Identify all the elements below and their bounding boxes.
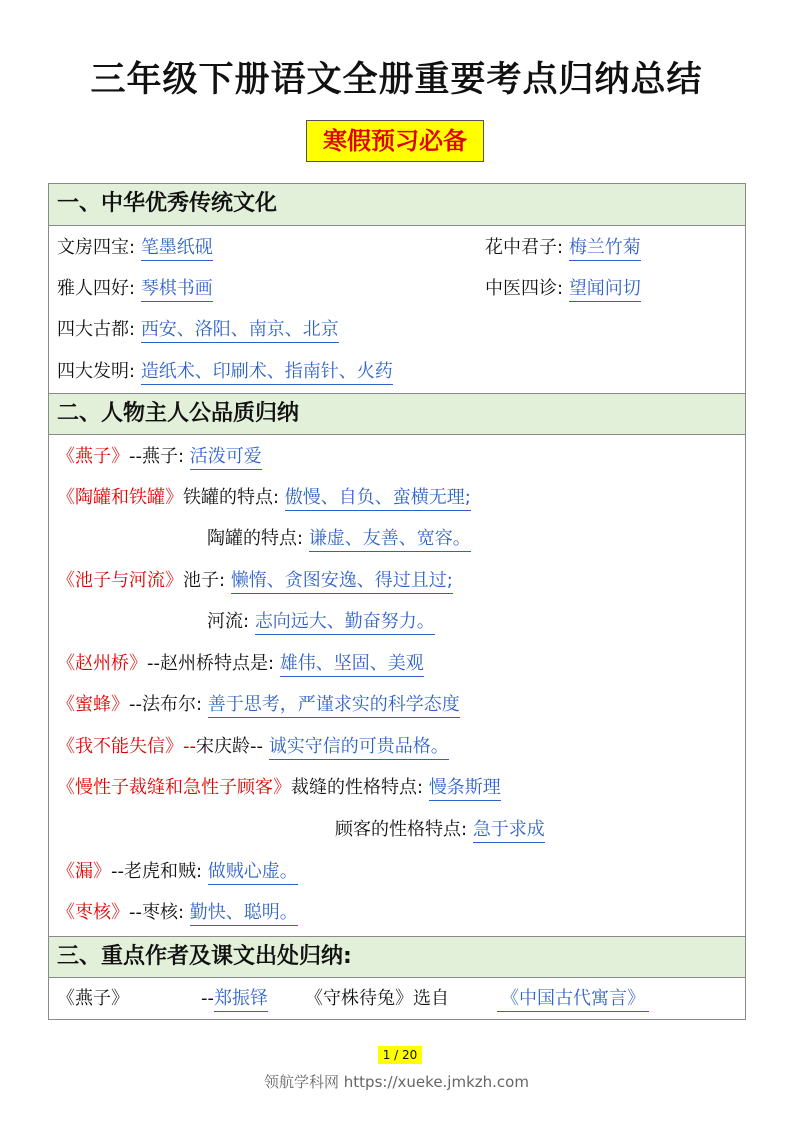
item-zaohe	[57, 900, 298, 926]
item-heliu	[207, 609, 435, 635]
subtitle-badge: 寒假预习必备	[306, 120, 484, 162]
row-gudu	[57, 317, 339, 343]
row-answer: 西安、洛阳、南京、北京	[141, 318, 339, 343]
page-title: 三年级下册语文全册重要考点归纳总结	[90, 60, 703, 100]
item-answer: 活泼可爱	[190, 445, 262, 470]
footer-site: 领航学科网 https://xueke.jmkzh.com	[264, 1073, 529, 1091]
item-answer: 做贼心虚。	[208, 860, 298, 885]
item-answer: 诚实守信的可贵品格。	[269, 735, 449, 760]
item-dash: --	[183, 736, 196, 757]
row-zhongyi	[485, 276, 641, 302]
item-answer: 雄伟、坚固、美观	[280, 652, 424, 677]
item-answer: 谦虚、友善、宽容。	[309, 527, 471, 552]
book-title: 《陶罐和铁罐》	[57, 487, 183, 508]
item-tieguan	[57, 485, 471, 511]
book-title: 《漏》	[57, 861, 111, 882]
book-title: 《蜜蜂》	[57, 694, 129, 715]
item-label: --老虎和贼:	[111, 861, 203, 882]
item-label: --赵州桥特点是:	[147, 653, 275, 674]
book-title: 《燕子》	[57, 446, 129, 467]
item-answer: 慢条斯理	[429, 776, 501, 801]
item-label: 裁缝的性格特点:	[291, 777, 424, 798]
content-box	[48, 183, 746, 1020]
source-row	[57, 986, 129, 1012]
item-label: 池子:	[183, 570, 226, 591]
author-row	[201, 986, 268, 1012]
book-title: 《燕子》	[57, 988, 129, 1009]
source-answer-row	[497, 986, 649, 1012]
book-title: 《慢性子裁缝和急性子顾客》	[57, 777, 291, 798]
book-title: 《池子与河流》	[57, 570, 183, 591]
row-yaren	[57, 276, 213, 302]
item-label: --枣核:	[129, 902, 185, 923]
item-answer: 急于求成	[473, 818, 545, 843]
item-caifeng	[57, 775, 501, 801]
item-label: 宋庆龄--	[196, 736, 263, 757]
item-shixin	[57, 734, 449, 760]
dash: --	[201, 988, 214, 1009]
row-answer: 梅兰竹菊	[569, 236, 641, 261]
item-answer: 勤快、聪明。	[190, 901, 298, 926]
item-yanzi	[57, 444, 262, 470]
item-taoguan	[207, 526, 471, 552]
row-label: 四大发明:	[57, 361, 136, 382]
item-label: 河流:	[207, 611, 250, 632]
item-guke	[335, 817, 545, 843]
source-row-2	[305, 986, 449, 1012]
source-answer: 《中国古代寓言》	[497, 987, 649, 1012]
item-label: --法布尔:	[129, 694, 203, 715]
row-label: 中医四诊:	[485, 278, 564, 299]
page-number: 1 / 20	[378, 1046, 422, 1064]
row-wenfang	[57, 235, 213, 261]
row-label: 雅人四好:	[57, 278, 136, 299]
book-title: 《守株待兔》选自	[305, 988, 449, 1009]
item-mifeng	[57, 692, 460, 718]
book-title: 《枣核》	[57, 902, 129, 923]
section1-heading: 一、中华优秀传统文化	[49, 184, 745, 226]
book-title: 《我不能失信》	[57, 736, 183, 757]
book-title: 《赵州桥》	[57, 653, 147, 674]
row-answer: 望闻问切	[569, 277, 641, 302]
item-answer: 志向远大、勤奋努力。	[255, 610, 435, 635]
item-label: 铁罐的特点:	[183, 487, 280, 508]
item-label: 顾客的性格特点:	[335, 819, 468, 840]
row-label: 文房四宝:	[57, 237, 136, 258]
item-lou	[57, 859, 298, 885]
author-answer: 郑振铎	[214, 987, 268, 1012]
item-answer: 善于思考，严谨求实的科学态度	[208, 693, 460, 718]
section3-heading: 三、重点作者及课文出处归纳:	[49, 936, 745, 978]
item-chizi	[57, 568, 453, 594]
item-label: 陶罐的特点:	[207, 528, 304, 549]
row-answer: 笔墨纸砚	[141, 236, 213, 261]
section2-heading: 二、人物主人公品质归纳	[49, 393, 745, 435]
row-label: 四大古都:	[57, 319, 136, 340]
row-answer: 造纸术、印刷术、指南针、火药	[141, 360, 393, 385]
row-huazhong	[485, 235, 641, 261]
item-zhaozhouqiao	[57, 651, 424, 677]
item-label: --燕子:	[129, 446, 185, 467]
row-label: 花中君子:	[485, 237, 564, 258]
row-faming	[57, 359, 393, 385]
item-answer: 懒惰、贪图安逸、得过且过;	[231, 569, 453, 594]
row-answer: 琴棋书画	[141, 277, 213, 302]
item-answer: 傲慢、自负、蛮横无理;	[285, 486, 471, 511]
